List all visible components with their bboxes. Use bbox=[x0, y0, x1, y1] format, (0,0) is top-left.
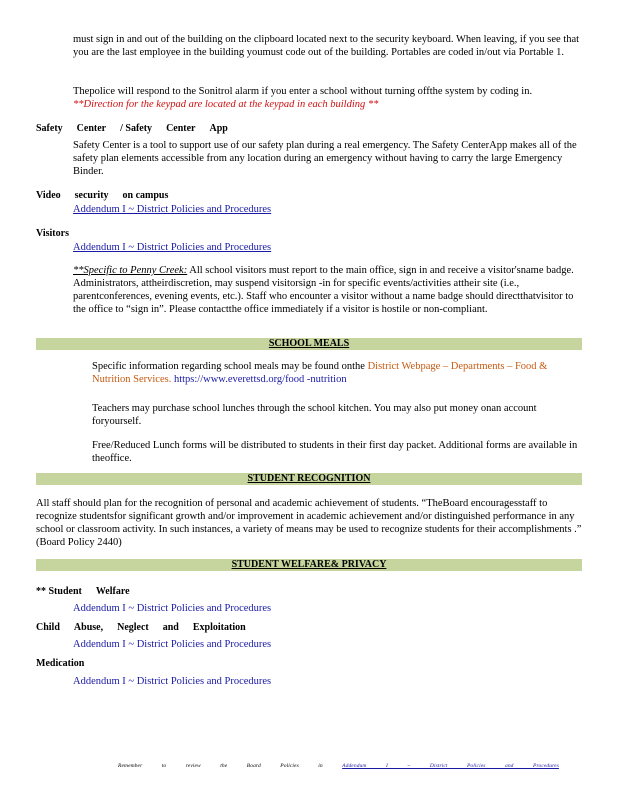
bullet-text: Free/Reduced Lunch forms will be distributed to students in their first day packet. Additional forms are available in theoffice. bbox=[92, 440, 578, 464]
heading-word: Exploitation bbox=[192, 622, 246, 633]
heading-word: Video bbox=[36, 190, 61, 201]
visitors-addendum-link[interactable]: Addendum I ~ District Policies and Procedures bbox=[73, 242, 272, 253]
safety-center-heading bbox=[36, 122, 242, 135]
list-item bbox=[73, 439, 583, 465]
heading-word: on campus bbox=[122, 190, 169, 201]
meals-info-text: Specific information regarding school meals may be found onthe bbox=[92, 361, 368, 372]
heading-word: Medication bbox=[36, 658, 85, 669]
video-security-heading bbox=[36, 189, 182, 202]
heading-word: Neglect bbox=[117, 622, 149, 633]
video-security-addendum-link[interactable]: Addendum I ~ District Policies and Procedures bbox=[73, 204, 272, 215]
safety-center-text: Safety Center is a tool to support use of our safety plan during a real emergency. The Safety CenterApp makes all of the safety plan elements accessible from any location during an emergency without having to carry the large Emergency Binder. bbox=[73, 140, 577, 177]
heading-word: security bbox=[74, 190, 109, 201]
recognition-text: All staff should plan for the recognition of personal and academic achievement of students. “TheBoard encouragesstaff to recognize studentsfor significant growth and/or improvement in academic achievement and/or distinguished performance in any school or classroom activity. In such instances, a variety of means may be used to recognize students for their accomplishments .” (Board Policy 2440) bbox=[36, 498, 582, 548]
heading-word: App bbox=[209, 123, 228, 134]
child-abuse-addendum-link[interactable]: Addendum I ~ District Policies and Procedures bbox=[73, 639, 272, 650]
heading-word: Center bbox=[166, 123, 196, 134]
district-webpage-link[interactable]: District Webpage – Departments – Food & Nutrition Services. bbox=[92, 361, 548, 385]
visitors-policy-text: All school visitors must report to the main office, sign in and receive a visitor'sname badge. Administrators, attheirdiscretion, may suspend visitorsign -in for specific events/activities attheir site (i.e., parentconferences, evening events, etc.). Staff who encounter a visitor without a name badge should directthatvisitor to the office to “sign in”. Please contactthe office immediately if a visitor is hostile or non-compliant. bbox=[73, 265, 574, 315]
bullet-text bbox=[92, 360, 583, 386]
school-meals-bar bbox=[36, 338, 582, 350]
section-title: STUDENT RECOGNITION bbox=[247, 473, 371, 484]
bullet-text: Teachers may purchase school lunches through the school kitchen. You may also put money onan account foryourself. bbox=[92, 403, 537, 427]
footer-text: Remember to review the Board Policies in bbox=[118, 763, 343, 769]
heading-word: ** Student bbox=[36, 586, 82, 597]
medication-addendum-link[interactable]: Addendum I ~ District Policies and Procedures bbox=[73, 676, 272, 687]
list-item bbox=[73, 360, 583, 386]
student-welfare-bar bbox=[36, 559, 582, 571]
alarm-text: Thepolice will respond to the Sonitrol alarm if you enter a school without turning offthe system by coding in. bbox=[73, 86, 533, 97]
student-welfare-addendum-link[interactable]: Addendum I ~ District Policies and Procedures bbox=[73, 603, 272, 614]
section-title: SCHOOL MEALS bbox=[268, 338, 350, 349]
footer-addendum-link[interactable]: Addendum I ~ District Policies and Procedures bbox=[342, 763, 559, 769]
heading-word: Welfare bbox=[95, 586, 130, 597]
page-footer bbox=[118, 760, 559, 773]
keypad-note: **Direction for the keypad are located at the keypad in each building ** bbox=[73, 99, 379, 110]
penny-creek-label: **Specific to Penny Creek: bbox=[73, 265, 188, 276]
student-recognition-bar bbox=[36, 473, 582, 485]
heading-word: / Safety bbox=[120, 123, 153, 134]
heading-word: Center bbox=[76, 123, 107, 134]
visitors-text bbox=[73, 264, 581, 316]
alarm-paragraph bbox=[73, 85, 581, 111]
medication-heading bbox=[36, 657, 98, 670]
list-item bbox=[73, 402, 583, 428]
heading-word: Abuse, bbox=[73, 622, 104, 633]
nutrition-url-link[interactable]: https://www.everettsd.org/food -nutrition bbox=[171, 374, 347, 385]
heading-word: and bbox=[162, 622, 179, 633]
visitors-heading: Visitors bbox=[36, 228, 69, 239]
student-welfare-heading bbox=[36, 585, 144, 598]
bullet-icon bbox=[73, 439, 83, 452]
section-title: STUDENT WELFARE& PRIVACY bbox=[231, 559, 387, 570]
bullet-icon bbox=[73, 360, 83, 373]
bullet-icon bbox=[73, 402, 83, 415]
sign-in-paragraph: must sign in and out of the building on the clipboard located next to the security keyboard. When leaving, if you see that you are the last employee in the building youmust code out of the building. Portables are coded in/out via Portable 1. bbox=[73, 34, 580, 58]
child-abuse-heading bbox=[36, 621, 260, 634]
heading-word: Safety bbox=[36, 123, 63, 134]
heading-word: Child bbox=[36, 622, 60, 633]
